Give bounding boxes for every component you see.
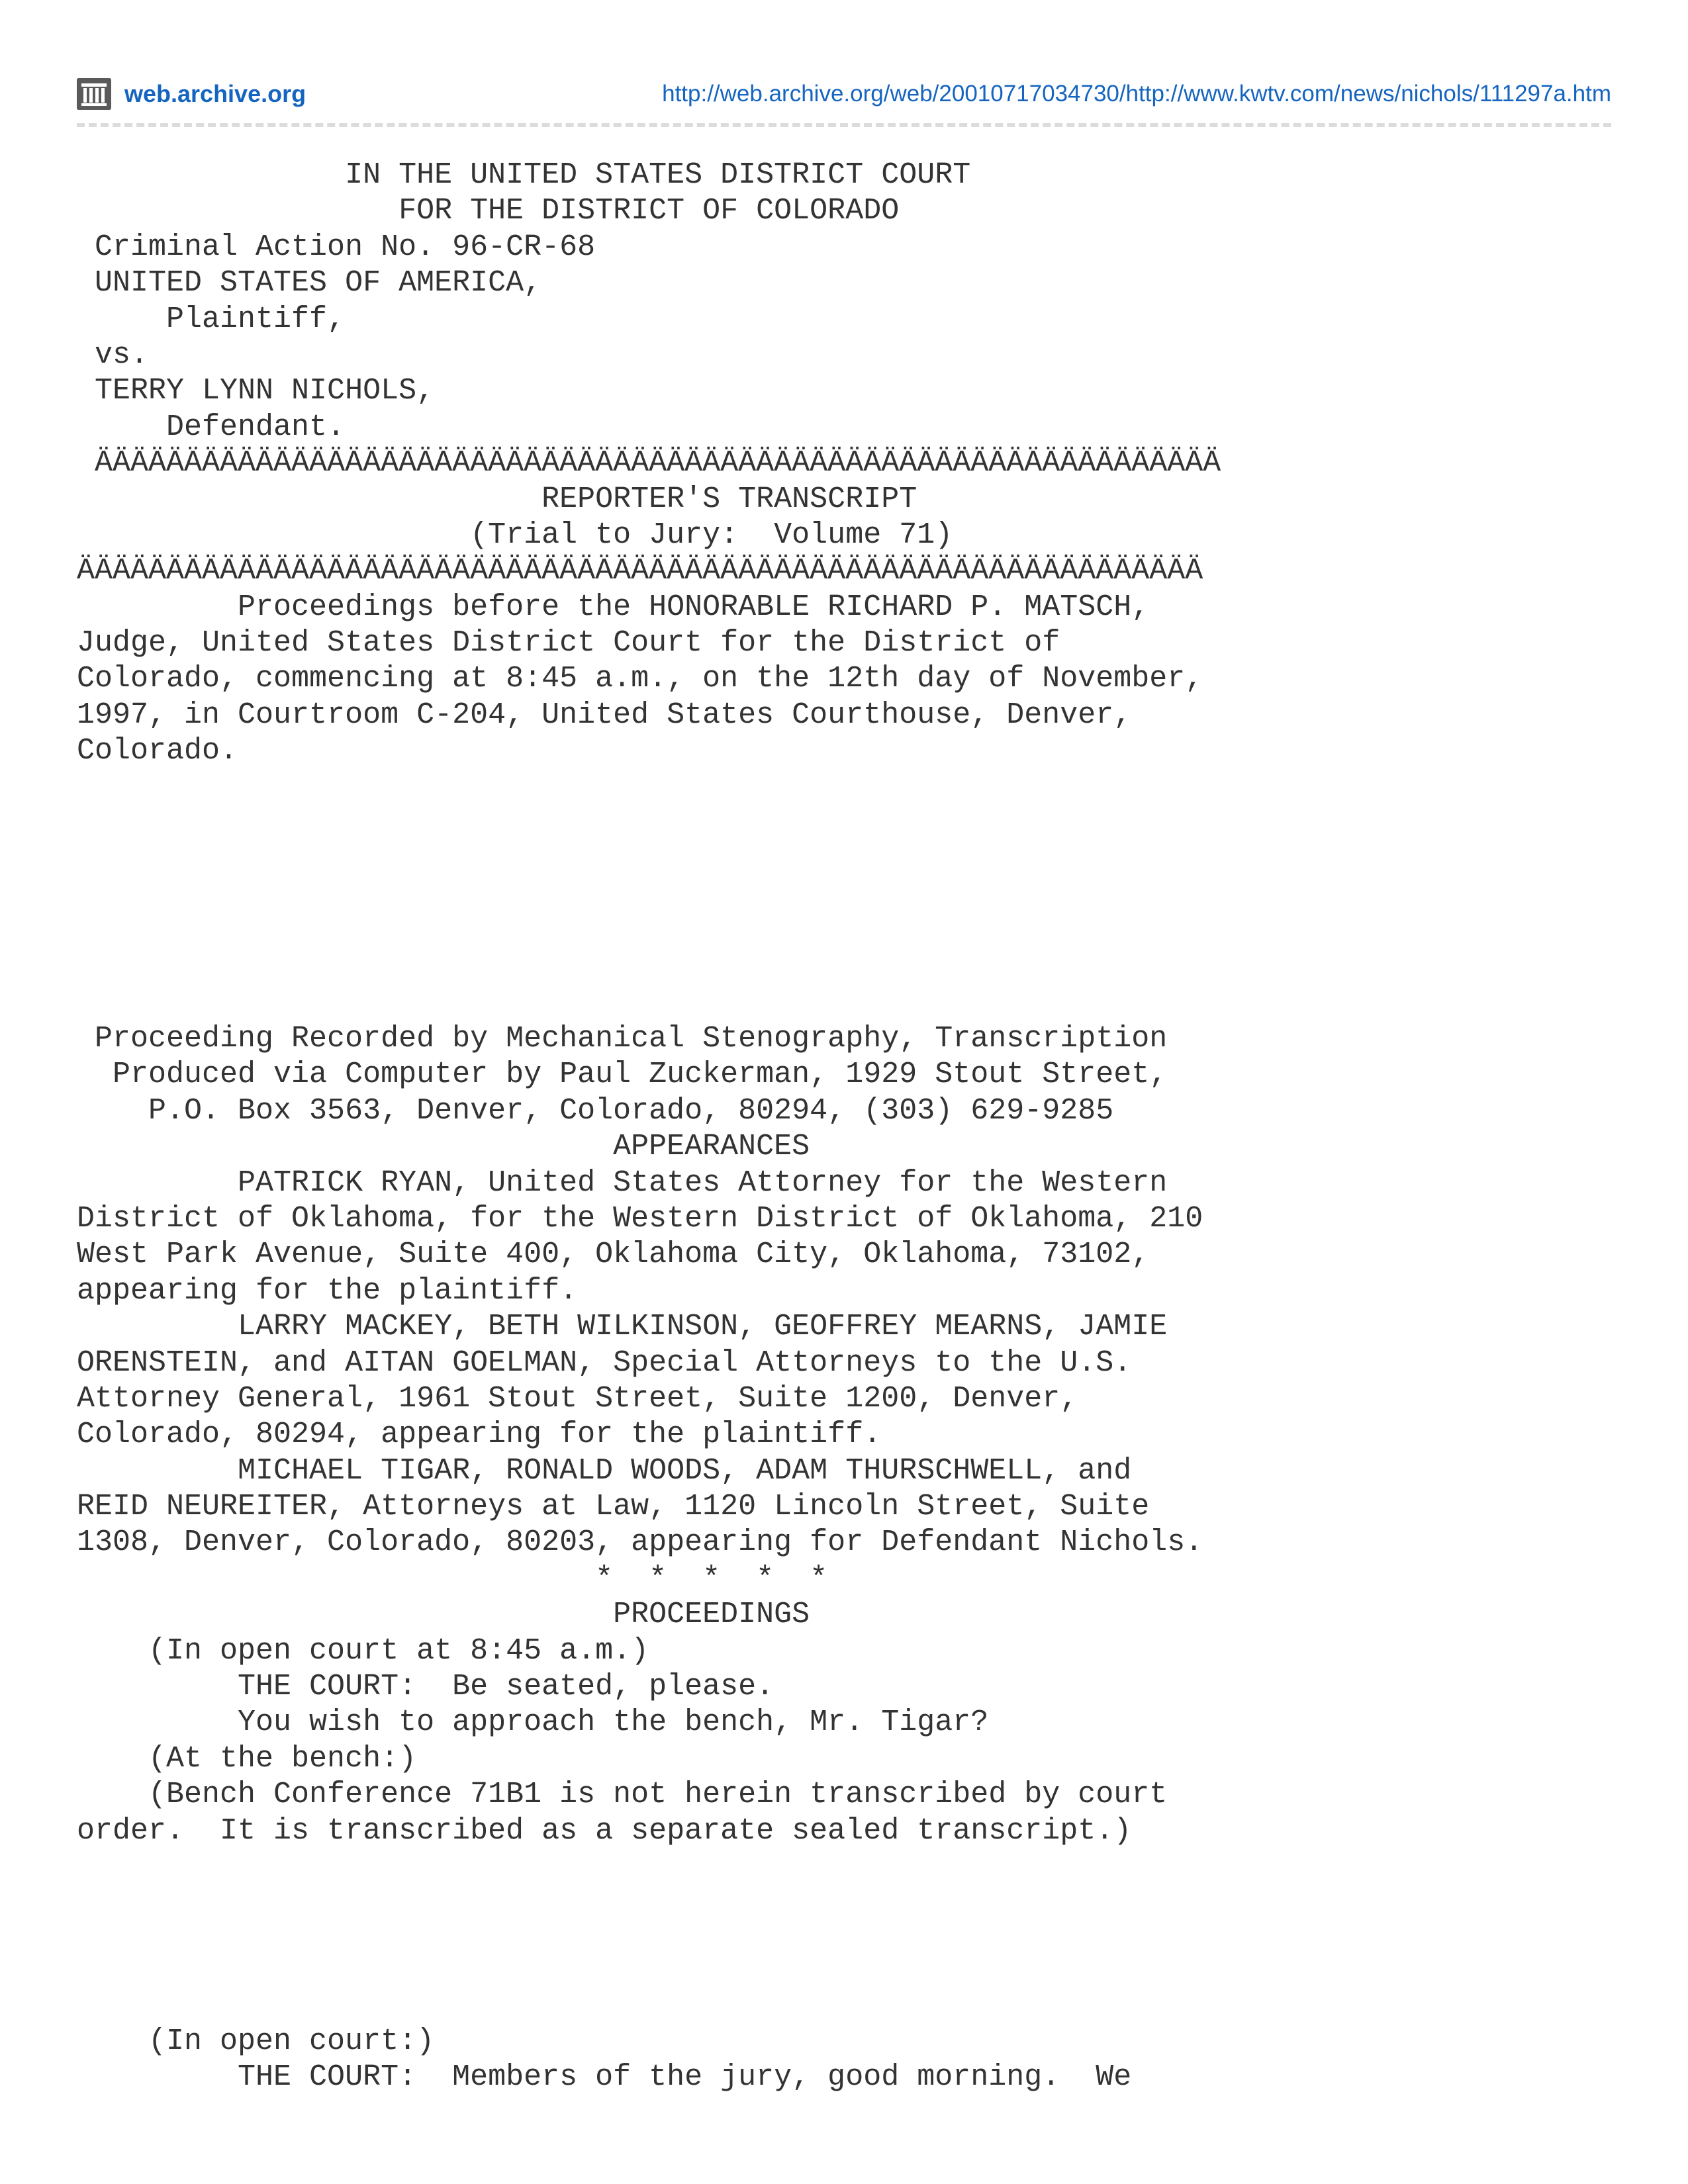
transcript-line: THE COURT: Members of the jury, good morning. We [77, 2060, 1132, 2095]
transcript-line: * * * * * [77, 1561, 828, 1596]
transcript-line: THE COURT: Be seated, please. [77, 1670, 774, 1704]
header-divider [77, 123, 1611, 127]
transcript-line: REPORTER'S TRANSCRIPT [77, 482, 917, 516]
transcript-line: Proceeding Recorded by Mechanical Stenography, Transcription [77, 1022, 1168, 1056]
transcript-line: UNITED STATES OF AMERICA, [77, 266, 542, 300]
transcript-line: Colorado. [77, 734, 238, 768]
transcript-line: order. It is transcribed as a separate sealed transcript.) [77, 1813, 1132, 1848]
transcript-line: Plaintiff, [77, 302, 346, 336]
transcript-line: Judge, United States District Court for the District of [77, 626, 1060, 660]
transcript-line: (Bench Conference 71B1 is not herein transcribed by court [77, 1778, 1168, 1812]
transcript-line: District of Oklahoma, for the Western District of Oklahoma, 210 [77, 1201, 1203, 1236]
transcript-line: LARRY MACKEY, BETH WILKINSON, GEOFFREY MEARNS, JAMIE [77, 1310, 1168, 1344]
transcript-line: Attorney General, 1961 Stout Street, Suite 1200, Denver, [77, 1381, 1078, 1416]
transcript-line: (Trial to Jury: Volume 71) [77, 518, 953, 552]
transcript-appearances-block [77, 1021, 1599, 1849]
transcript-line: PATRICK RYAN, United States Attorney for the Western [77, 1165, 1168, 1200]
transcript-line: ORENSTEIN, and AITAN GOELMAN, Special Attorneys to the U.S. [77, 1345, 1132, 1380]
transcript-line: West Park Avenue, Suite 400, Oklahoma City, Oklahoma, 73102, [77, 1238, 1150, 1272]
transcript-line: Produced via Computer by Paul Zuckerman, 1929 Stout Street, [77, 1058, 1168, 1092]
transcript-line: P.O. Box 3563, Denver, Colorado, 80294, (303) 629-9285 [77, 1093, 1114, 1128]
archive-building-icon[interactable] [77, 78, 111, 110]
site-link[interactable]: web.archive.org [124, 80, 306, 107]
transcript-line: You wish to approach the bench, Mr. Tigar? [77, 1706, 989, 1740]
transcript-line: (At the bench:) [77, 1741, 417, 1776]
transcript-line: IN THE UNITED STATES DISTRICT COURT [77, 158, 971, 192]
transcript-line: ÄÄÄÄÄÄÄÄÄÄÄÄÄÄÄÄÄÄÄÄÄÄÄÄÄÄÄÄÄÄÄÄÄÄÄÄÄÄÄÄÄÄÄÄÄÄÄÄÄÄÄÄÄÄÄÄÄÄÄÄÄÄÄ [77, 554, 1203, 588]
transcript-line: 1308, Denver, Colorado, 80203, appearing for Defendant Nichols. [77, 1525, 1203, 1560]
transcript-line: TERRY LYNN NICHOLS, [77, 374, 435, 408]
transcript-line: Defendant. [77, 410, 346, 444]
transcript-caption-block [77, 158, 1599, 770]
transcript-line: Colorado, commencing at 8:45 a.m., on the 12th day of November, [77, 662, 1203, 696]
transcript-line: (In open court at 8:45 a.m.) [77, 1633, 649, 1668]
transcript-line: Proceedings before the HONORABLE RICHARD P. MATSCH, [77, 590, 1150, 624]
transcript-line: vs. [77, 338, 149, 372]
archive-header [77, 74, 1611, 114]
archived-page-url-link[interactable]: http://web.archive.org/web/20010717034730/http://www.kwtv.com/news/nichols/111297a.htm [662, 81, 1611, 107]
transcript-line: ÄÄÄÄÄÄÄÄÄÄÄÄÄÄÄÄÄÄÄÄÄÄÄÄÄÄÄÄÄÄÄÄÄÄÄÄÄÄÄÄÄÄÄÄÄÄÄÄÄÄÄÄÄÄÄÄÄÄÄÄÄÄÄ [77, 446, 1221, 480]
transcript-line: APPEARANCES [77, 1130, 810, 1164]
transcript-line: MICHAEL TIGAR, RONALD WOODS, ADAM THURSCHWELL, and [77, 1453, 1132, 1488]
archive-building-icon-graphic [77, 78, 111, 110]
transcript-line: Colorado, 80294, appearing for the plaintiff. [77, 1418, 882, 1452]
transcript-line: FOR THE DISTRICT OF COLORADO [77, 194, 900, 228]
transcript-line: PROCEEDINGS [77, 1598, 810, 1632]
transcript-continuation-block [77, 2024, 1599, 2096]
transcript-line: 1997, in Courtroom C-204, United States Courthouse, Denver, [77, 698, 1132, 732]
transcript-line: appearing for the plaintiff. [77, 1273, 578, 1308]
transcript-line: (In open court:) [77, 2025, 435, 2058]
transcript-line: Criminal Action No. 96-CR-68 [77, 230, 596, 264]
transcript-line: REID NEUREITER, Attorneys at Law, 1120 Lincoln Street, Suite [77, 1490, 1150, 1524]
